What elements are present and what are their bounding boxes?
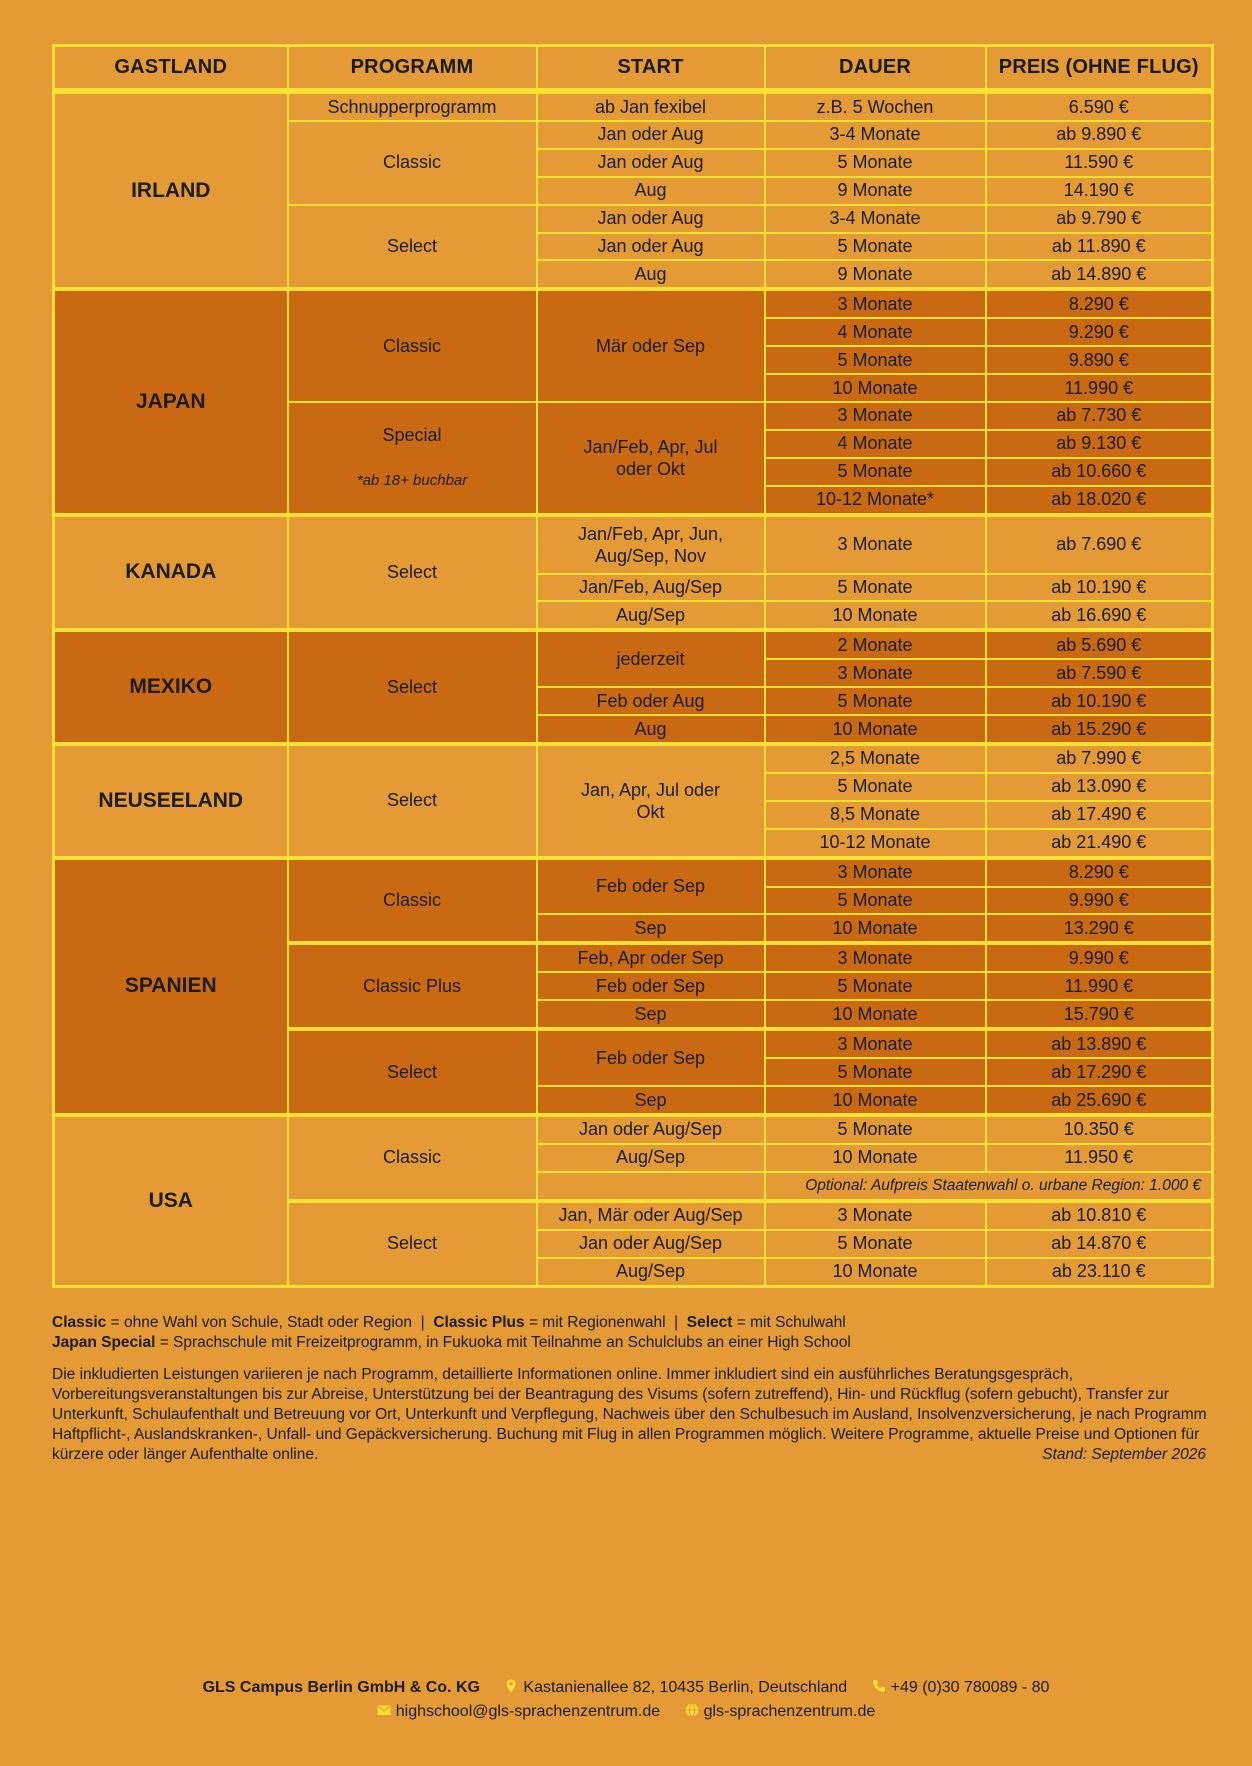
start-cell: Sep	[537, 1000, 765, 1029]
price-cell: 9.990 €	[986, 887, 1213, 915]
optional-surcharge-note: Optional: Aufpreis Staatenwahl o. urbane Region: 1.000 €	[765, 1172, 1213, 1201]
email[interactable]	[377, 1703, 660, 1720]
duration-cell: 2,5 Monate	[765, 744, 986, 773]
start-cell: Jan oder Aug/Sep	[537, 1230, 765, 1258]
table-row	[54, 289, 1213, 318]
price-cell: ab 10.190 €	[986, 574, 1213, 602]
start-cell: Sep	[537, 914, 765, 943]
price-cell: 11.950 €	[986, 1144, 1213, 1172]
start-cell: Jan oder Aug	[537, 233, 765, 261]
program-cell: Classic	[288, 289, 537, 402]
duration-cell: 5 Monate	[765, 149, 986, 177]
legend-separator: |	[412, 1314, 434, 1331]
description-text: Die inkludierten Leistungen variieren je nach Programm, detaillierte Informationen online. Immer inkludiert sind ein ausführliches Beratungsgespräch, Vorbereitungsveranstaltungen bis zur Abreise, Unterstützung bei der Beantragung des Visums (sofern zutreffend), Hin- und Rückflug (sofern gebucht), Transfer zur Unterkunft, Schulaufenthalt und Betreuung vor Ort, Unterkunft und Verpflegung, Nachweis über den Schulbesuch im Ausland, Insolvenzversicherung, je nach Programm Haftpflicht-, Auslandskranken-, Unfall- und Gepäckversicherung. Buchung mit Flug in allen Programmen möglich. Weitere Programme, aktuelle Preise und Optionen für kürzere oder länger Aufenthalte online.	[52, 1366, 1207, 1463]
duration-cell: 2 Monate	[765, 630, 986, 659]
start-cell: Jan, Mär oder Aug/Sep	[537, 1201, 765, 1230]
mail-icon	[377, 1703, 391, 1717]
program-legend	[52, 1313, 1212, 1353]
legend-desc: = Sprachschule mit Freizeitprogramm, in Fukuoka mit Teilnahme an Schulclubs an einer High School	[155, 1334, 851, 1351]
phone-text[interactable]: +49 (0)30 780089 - 80	[890, 1679, 1050, 1696]
stand-date: Stand: September 2026	[1042, 1446, 1206, 1463]
price-cell: ab 9.790 €	[986, 205, 1213, 233]
start-cell	[537, 402, 765, 515]
start-cell: Feb oder Sep	[537, 972, 765, 1000]
program-cell: Select	[288, 205, 537, 290]
duration-cell: 3 Monate	[765, 402, 986, 430]
legend-desc: = mit Schulwahl	[732, 1314, 846, 1331]
start-cell: Sep	[537, 1086, 765, 1115]
program-cell: Classic Plus	[288, 943, 537, 1029]
duration-cell: 10 Monate	[765, 1086, 986, 1115]
price-cell: ab 15.290 €	[986, 715, 1213, 744]
company-name: GLS Campus Berlin GmbH & Co. KG	[202, 1679, 480, 1696]
price-cell: 11.990 €	[986, 972, 1213, 1000]
price-cell: 9.990 €	[986, 943, 1213, 972]
duration-cell: 10 Monate	[765, 1000, 986, 1029]
duration-cell: 5 Monate	[765, 346, 986, 374]
start-cell	[537, 515, 765, 574]
start-cell: Aug/Sep	[537, 1144, 765, 1172]
duration-cell: 10-12 Monate	[765, 829, 986, 858]
price-cell: ab 13.890 €	[986, 1029, 1213, 1058]
duration-cell: 3-4 Monate	[765, 205, 986, 233]
header-gastland: GASTLAND	[54, 46, 288, 92]
start-cell	[537, 744, 765, 858]
start-cell: Feb oder Sep	[537, 1029, 765, 1086]
duration-cell: 3 Monate	[765, 858, 986, 887]
program-cell: Select	[288, 630, 537, 744]
price-cell: ab 17.490 €	[986, 801, 1213, 829]
country-mexiko: MEXIKO	[54, 630, 288, 744]
table-row	[54, 630, 1213, 659]
duration-cell: 9 Monate	[765, 260, 986, 289]
program-name: Special	[382, 424, 442, 445]
duration-cell: 5 Monate	[765, 458, 986, 486]
website-link[interactable]: gls-sprachenzentrum.de	[703, 1703, 876, 1720]
services-description	[52, 1365, 1212, 1465]
duration-cell: 5 Monate	[765, 773, 986, 801]
program-cell: Schnupperprogramm	[288, 91, 537, 121]
duration-cell: 5 Monate	[765, 1230, 986, 1258]
duration-cell: 3 Monate	[765, 943, 986, 972]
duration-cell: z.B. 5 Wochen	[765, 91, 986, 121]
header-preis: PREIS (OHNE FLUG)	[986, 46, 1213, 92]
price-cell: ab 9.890 €	[986, 121, 1213, 149]
start-text: Jan, Apr, Jul oder Okt	[580, 779, 721, 822]
start-cell: Jan/Feb, Aug/Sep	[537, 574, 765, 602]
start-cell: Feb oder Sep	[537, 858, 765, 915]
legend-separator: |	[665, 1314, 687, 1331]
table-row	[54, 744, 1213, 773]
price-cell: ab 7.590 €	[986, 659, 1213, 687]
country-kanada: KANADA	[54, 515, 288, 631]
table-header-row	[54, 46, 1213, 92]
duration-cell: 10 Monate	[765, 914, 986, 943]
price-cell: ab 17.290 €	[986, 1058, 1213, 1086]
country-usa: USA	[54, 1115, 288, 1287]
contact-line-1	[0, 1679, 1252, 1697]
price-cell: 14.190 €	[986, 177, 1213, 205]
legend-term: Select	[686, 1314, 733, 1331]
duration-cell: 3 Monate	[765, 659, 986, 687]
start-cell: Feb, Apr oder Sep	[537, 943, 765, 972]
start-cell: Aug	[537, 260, 765, 289]
phone-icon	[872, 1679, 886, 1693]
program-cell: Classic	[288, 121, 537, 205]
email-link[interactable]: highschool@gls-sprachenzentrum.de	[395, 1703, 661, 1720]
price-cell: ab 11.890 €	[986, 233, 1213, 261]
price-cell: ab 25.690 €	[986, 1086, 1213, 1115]
duration-cell: 5 Monate	[765, 233, 986, 261]
duration-cell: 10-12 Monate*	[765, 486, 986, 515]
duration-cell: 10 Monate	[765, 715, 986, 744]
start-cell: Aug	[537, 715, 765, 744]
duration-cell: 4 Monate	[765, 318, 986, 346]
price-cell: ab 14.870 €	[986, 1230, 1213, 1258]
start-text: Jan/Feb, Apr, Jun, Aug/Sep, Nov	[577, 523, 724, 566]
duration-cell: 5 Monate	[765, 687, 986, 715]
start-cell: Jan oder Aug	[537, 149, 765, 177]
price-cell: 8.290 €	[986, 858, 1213, 887]
price-cell: ab 9.130 €	[986, 430, 1213, 458]
price-cell: 9.290 €	[986, 318, 1213, 346]
price-cell: 15.790 €	[986, 1000, 1213, 1029]
price-cell: ab 7.990 €	[986, 744, 1213, 773]
phone[interactable]	[872, 1679, 1050, 1696]
program-cell: Classic	[288, 858, 537, 944]
price-cell: ab 5.690 €	[986, 630, 1213, 659]
start-cell: Mär oder Sep	[537, 289, 765, 402]
program-cell: Select	[288, 1029, 537, 1115]
start-cell: Aug/Sep	[537, 601, 765, 630]
duration-cell: 3 Monate	[765, 1201, 986, 1230]
legend-term: Classic Plus	[433, 1314, 525, 1331]
header-programm: PROGRAMM	[288, 46, 537, 92]
duration-cell: 5 Monate	[765, 972, 986, 1000]
program-cell	[288, 402, 537, 515]
duration-cell: 10 Monate	[765, 601, 986, 630]
price-cell: ab 7.690 €	[986, 515, 1213, 574]
website[interactable]	[685, 1703, 876, 1720]
price-cell: 6.590 €	[986, 91, 1213, 121]
duration-cell: 3 Monate	[765, 515, 986, 574]
country-neuseeland: NEUSEELAND	[54, 744, 288, 858]
start-cell: Aug/Sep	[537, 1258, 765, 1287]
program-cell: Classic	[288, 1115, 537, 1201]
country-japan: JAPAN	[54, 289, 288, 514]
price-cell: 8.290 €	[986, 289, 1213, 318]
start-cell	[537, 1172, 765, 1201]
price-cell: ab 18.020 €	[986, 486, 1213, 515]
legend-desc: = ohne Wahl von Schule, Stadt oder Region	[106, 1314, 413, 1331]
duration-cell: 5 Monate	[765, 574, 986, 602]
table-row	[54, 1115, 1213, 1144]
price-cell: 9.890 €	[986, 346, 1213, 374]
address-text: Kastanienallee 82, 10435 Berlin, Deutschland	[523, 1679, 848, 1696]
duration-cell: 3-4 Monate	[765, 121, 986, 149]
start-cell: jederzeit	[537, 630, 765, 687]
start-cell: Aug	[537, 177, 765, 205]
address	[504, 1679, 847, 1696]
start-cell: Jan oder Aug/Sep	[537, 1115, 765, 1144]
program-cell: Select	[288, 515, 537, 631]
price-cell: ab 10.660 €	[986, 458, 1213, 486]
duration-cell: 5 Monate	[765, 1058, 986, 1086]
table-row	[54, 858, 1213, 887]
price-table	[52, 44, 1214, 1288]
price-cell: ab 7.730 €	[986, 402, 1213, 430]
table-row	[54, 91, 1213, 121]
price-cell: ab 14.890 €	[986, 260, 1213, 289]
price-cell: 11.590 €	[986, 149, 1213, 177]
table-row	[54, 515, 1213, 574]
legend-desc: = mit Regionenwahl	[524, 1314, 666, 1331]
program-cell: Select	[288, 744, 537, 858]
price-cell: ab 13.090 €	[986, 773, 1213, 801]
price-cell: ab 21.490 €	[986, 829, 1213, 858]
program-cell: Select	[288, 1201, 537, 1287]
duration-cell: 4 Monate	[765, 430, 986, 458]
duration-cell: 5 Monate	[765, 887, 986, 915]
duration-cell: 3 Monate	[765, 289, 986, 318]
duration-cell: 9 Monate	[765, 177, 986, 205]
start-cell: Feb oder Aug	[537, 687, 765, 715]
start-cell: Jan oder Aug	[537, 121, 765, 149]
price-cell: 10.350 €	[986, 1115, 1213, 1144]
country-spanien: SPANIEN	[54, 858, 288, 1115]
duration-cell: 3 Monate	[765, 1029, 986, 1058]
contact-line-2	[0, 1703, 1252, 1721]
duration-cell: 8,5 Monate	[765, 801, 986, 829]
duration-cell: 10 Monate	[765, 1258, 986, 1287]
header-dauer: DAUER	[765, 46, 986, 92]
start-cell: ab Jan fexibel	[537, 91, 765, 121]
duration-cell: 10 Monate	[765, 1144, 986, 1172]
header-start: START	[537, 46, 765, 92]
country-irland: IRLAND	[54, 91, 288, 289]
age-note: *ab 18+ buchbar	[356, 471, 468, 489]
price-cell: ab 16.690 €	[986, 601, 1213, 630]
start-cell: Jan oder Aug	[537, 205, 765, 233]
location-pin-icon	[504, 1679, 518, 1693]
duration-cell: 5 Monate	[765, 1115, 986, 1144]
legend-term: Japan Special	[52, 1334, 156, 1351]
price-cell: 13.290 €	[986, 914, 1213, 943]
duration-cell: 10 Monate	[765, 374, 986, 402]
legend-term: Classic	[52, 1314, 107, 1331]
price-cell: ab 10.190 €	[986, 687, 1213, 715]
price-cell: ab 23.110 €	[986, 1258, 1213, 1287]
price-cell: ab 10.810 €	[986, 1201, 1213, 1230]
price-cell: 11.990 €	[986, 374, 1213, 402]
start-text: Jan/Feb, Apr, Jul oder Okt	[583, 436, 718, 479]
globe-icon	[685, 1703, 699, 1717]
